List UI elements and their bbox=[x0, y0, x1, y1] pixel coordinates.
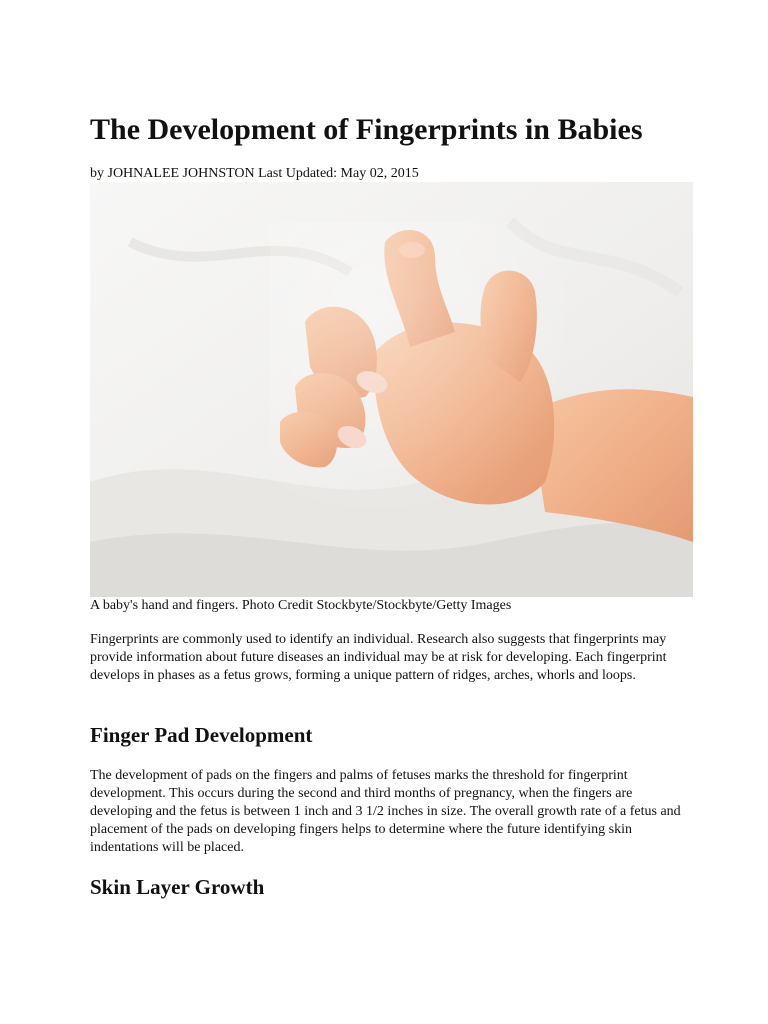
finger-pad-paragraph: The development of pads on the fingers and palms of fetuses marks the threshold for fingerprint development. This occurs during the second and third months of pregnancy, when the fingers are developing and the fetus is between 1 inch and 3 1/2 inches in size. The overall growth rate of a fetus and placement of the pads on developing fingers helps to determine where the future identifying skin indentations will be placed. bbox=[90, 768, 681, 855]
article-title: The Development of Fingerprints in Babies bbox=[90, 113, 643, 146]
intro-paragraph: Fingerprints are commonly used to identify an individual. Research also suggests that fingerprints may provide information about future diseases an individual may be at risk for developing. Each fingerprint develops in phases as a fetus grows, forming a unique pattern of ridges, arches, whorls and loops. bbox=[90, 632, 667, 683]
photo-caption: A baby's hand and fingers. Photo Credit Stockbyte/Stockbyte/Getty Images bbox=[90, 598, 512, 613]
section-heading-skin-layer: Skin Layer Growth bbox=[90, 875, 265, 899]
article-byline: by JOHNALEE JOHNSTON Last Updated: May 02, 2015 bbox=[90, 166, 419, 181]
baby-hand-photo bbox=[90, 182, 693, 597]
section-heading-finger-pad: Finger Pad Development bbox=[90, 723, 313, 747]
